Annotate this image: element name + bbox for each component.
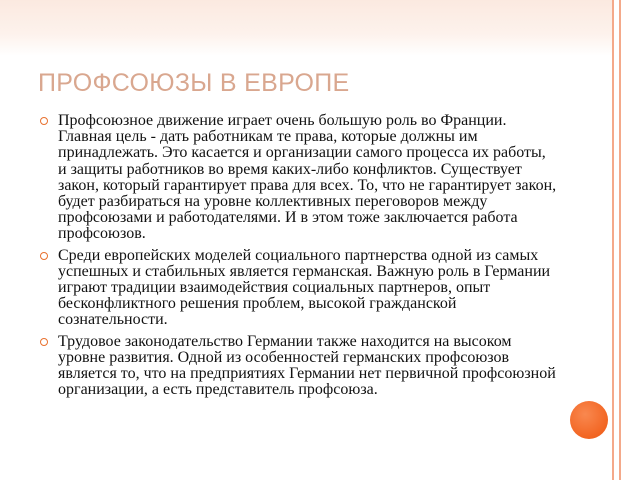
bullet-circle-icon bbox=[40, 252, 48, 260]
bullet-text: Среди европейских моделей социального партнерства одной из самых успешных и стабильных является германская. Важную роль в Германии играют традиции взаимодействия социальных партнеров, опыт бесконфликтного решения проблем, высокой гражданской сознательности. bbox=[58, 246, 551, 329]
bullet-circle-icon bbox=[40, 338, 48, 346]
bullet-item-france bbox=[38, 113, 558, 243]
bullet-item-germany-partnership bbox=[38, 248, 558, 329]
bullet-text: Трудовое законодательство Германии также находится на высоком уровне развития. Одной из особенностей германских профсоюзов является то, что на предприятиях Германии нет первичной профсоюзной организации, а есть представитель профсоюза. bbox=[58, 332, 556, 399]
bullet-list bbox=[38, 113, 558, 403]
bullet-item-germany-law bbox=[38, 334, 558, 399]
decorative-circle-icon bbox=[570, 401, 608, 439]
bullet-circle-icon bbox=[40, 117, 48, 125]
header-band bbox=[0, 0, 612, 56]
right-border-line bbox=[612, 0, 614, 480]
right-border-line-inner bbox=[619, 0, 621, 480]
slide-title: ПРОФСОЮЗЫ В ЕВРОПЕ bbox=[38, 69, 350, 97]
bullet-text: Профсоюзное движение играет очень большую роль во Франции. Главная цель - дать работникам те права, которые должны им принадлежать. Это касается и организации самого процесса их работы, и защиты работников во время каких-либо конфликтов. Существует закон, который гарантирует права для всех. То, что не гарантирует закон, будет разбираться на уровне коллективных переговоров между профсоюзами и работодателями. И в этом тоже заключается работа профсоюзов. bbox=[58, 112, 557, 243]
